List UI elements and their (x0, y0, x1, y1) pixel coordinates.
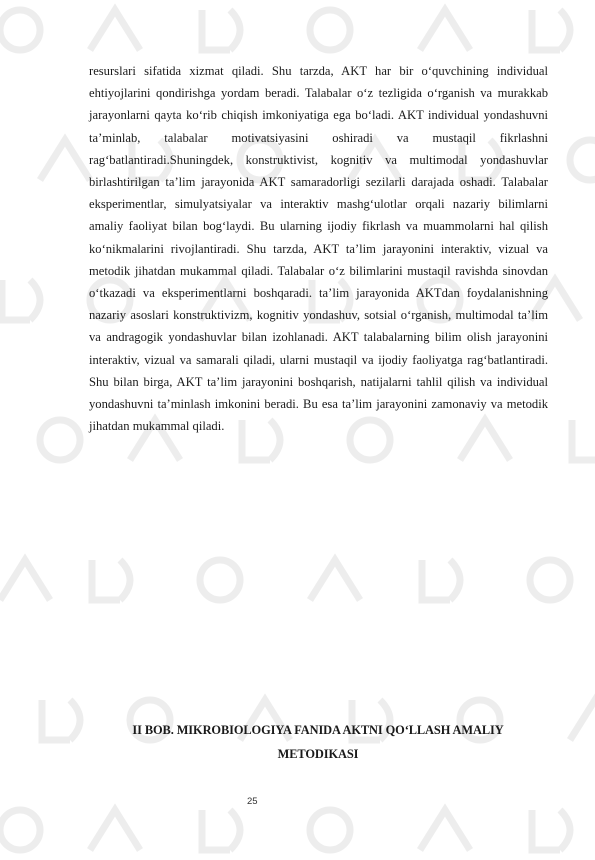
watermark-glyph (410, 800, 480, 860)
watermark-glyph (300, 0, 370, 60)
watermark-glyph (190, 800, 260, 860)
watermark-glyph (300, 800, 370, 860)
watermark-glyph (520, 550, 590, 610)
watermark-glyph (80, 800, 150, 860)
watermark-glyph (410, 550, 480, 610)
watermark-glyph (410, 0, 480, 60)
watermark-glyph (80, 0, 150, 60)
watermark-glyph (560, 690, 595, 750)
watermark-glyph (520, 0, 590, 60)
watermark-glyph (520, 800, 590, 860)
watermark-glyph (0, 550, 60, 610)
watermark-glyph (190, 0, 260, 60)
page-number: 25 (247, 796, 258, 807)
chapter-heading: II BOB. MIKROBIOLOGIYA FANIDA AKTNI QO‘LLASH AMALIY METODIKASI (132, 723, 504, 761)
body-text (89, 60, 548, 437)
watermark-glyph (0, 800, 60, 860)
watermark-glyph (30, 690, 100, 750)
watermark-glyph (80, 550, 150, 610)
paragraph: resurslari sifatida xizmat qiladi. Shu tarzda, AKT har bir o‘quvchining individual ehtiyojlarini qondirishga yordam beradi. Talabalar o‘z tezligida o‘rganish va murakkab jarayonlarni qayta ko‘rib chiqish imkoniyatiga ega bo‘ladi. AKT individual yondashuvni ta’minlab, talabalar motivatsiyasini oshiradi va mustaqil fikrlashni rag‘batlantiradi.Shuningdek, konstruktivist, kognitiv va multimodal yondashuvlar birlashtirilgan ta’lim jarayonida AKT samaradorligi sezilarli darajada oshadi. Talabalar eksperimentlar, simulyatsiyalar va interaktiv mashg‘ulotlar orqali nazariy bilimlarni amaliy faoliyat bilan bog‘laydi. Bu ularning ijodiy fikrlash va muammolarni hal qilish ko‘nikmalarini rivojlantiradi. Shu tarzda, AKT ta’lim jarayonini interaktiv, vizual va metodik jihatdan mukammal qiladi. Talabalar o‘z bilimlarini mustaqil ravishda sinovdan o‘tkazadi va eksperimentlarni boshqaradi. ta’lim jarayonida AKTdan foydalanishning nazariy asoslari konstruktivizm, kognitiv yondashuv, sotsial o‘rganish, multimodal ta’lim va andragogik yondashuvlar bilan izohlanadi. AKT talabalarning bilim olish jarayonini interaktiv, vizual va samarali qiladi, ularni mustaqil va ijodiy faoliyatga rag‘batlantiradi. Shu bilan birga, AKT ta’lim jarayonini boshqarish, natijalarni tahlil qilish va individual yondashuvni ta’minlash imkonini beradi. Bu esa ta’lim jarayonini zamonaviy va metodik jihatdan mukammal qiladi. (89, 64, 548, 434)
watermark-glyph (0, 0, 60, 60)
watermark-glyph (560, 410, 595, 470)
watermark-glyph (190, 550, 260, 610)
watermark-glyph (0, 270, 60, 330)
watermark-glyph (300, 550, 370, 610)
watermark-glyph (560, 130, 595, 190)
